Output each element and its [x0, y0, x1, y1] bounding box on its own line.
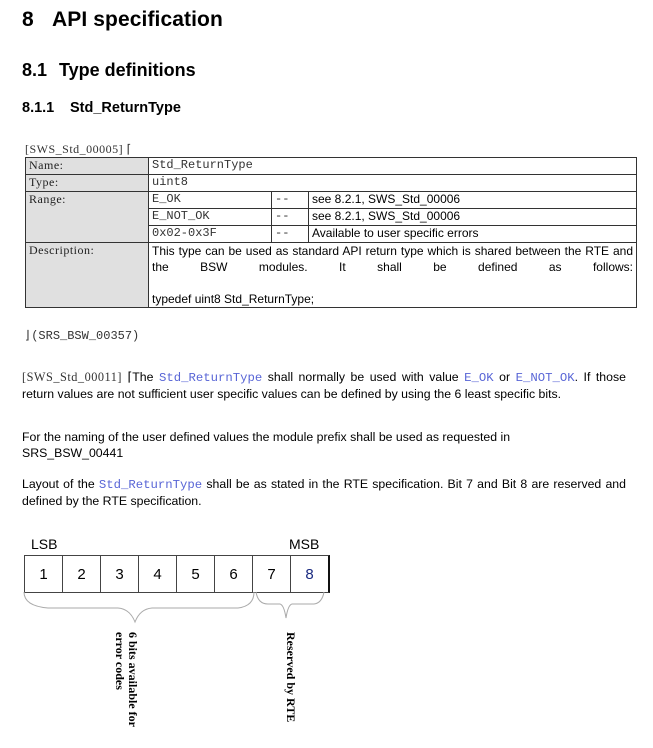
range-desc: see 8.2.1, SWS_Std_00006	[309, 192, 637, 209]
range-value: 0x02-0x3F	[149, 226, 272, 243]
brace-icon	[18, 590, 338, 630]
lsb-label: LSB	[31, 536, 58, 552]
heading-number: 8	[22, 8, 34, 31]
description-label: Description:	[26, 243, 149, 308]
type-label: Type:	[26, 175, 149, 192]
heading-api-specification	[22, 8, 223, 32]
heading-number: 8.1	[22, 60, 48, 80]
table-row	[26, 192, 637, 209]
text: shall normally be used with value	[262, 370, 465, 384]
paragraph-layout	[22, 476, 626, 509]
description-text: This type can be used as standard API return type which is shared between the RTE and the BSW modules. It shall be defined as follows:	[152, 244, 633, 274]
description-code: typedef uint8 Std_ReturnType;	[152, 292, 315, 306]
trace-reference: ⌋(SRS_BSW_00357)	[24, 329, 140, 343]
bit-cell: 8	[305, 565, 314, 583]
code-reference: Std_ReturnType	[98, 478, 203, 492]
heading-title: Type definitions	[59, 60, 196, 80]
bit-cell: 1	[25, 556, 63, 592]
text: shall be as stated in the RTE specification. Bit 7 and Bit 8 are reserved and defined by the RTE specification.	[22, 477, 626, 508]
range-desc: see 8.2.1, SWS_Std_00006	[309, 209, 637, 226]
group-label-reserved: Reserved by RTE	[284, 632, 298, 723]
bit-layout-diagram	[24, 555, 330, 593]
range-value: E_OK	[149, 192, 272, 209]
code-reference: E_OK	[464, 371, 494, 385]
code-reference: Std_ReturnType	[158, 371, 263, 385]
text: . If those return values are not sufficient user specific values can be defined by using the 6 least specific bits.	[22, 370, 626, 401]
range-dash: --	[272, 226, 309, 243]
requirement-id: [SWS_Std_00005] ⌈	[25, 142, 132, 156]
range-desc: Available to user specific errors	[309, 226, 637, 243]
text: ⌈The	[121, 370, 159, 384]
type-value: uint8	[149, 175, 637, 192]
bit-cell: 7	[253, 556, 291, 592]
name-value: Std_ReturnType	[149, 158, 637, 175]
paragraph-naming: For the naming of the user defined values the module prefix shall be used as requested in SRS_BSW_00441	[22, 430, 511, 460]
code-reference: E_NOT_OK	[515, 371, 575, 385]
bit-cell: 5	[177, 556, 215, 592]
table-row	[26, 158, 637, 175]
text: Layout of the	[22, 477, 99, 491]
bit-cell: 6	[215, 556, 253, 592]
description-cell	[149, 243, 637, 308]
table-row	[26, 175, 637, 192]
paragraph-sws-std-00011	[22, 369, 626, 402]
bit-cell: 2	[63, 556, 101, 592]
range-value: E_NOT_OK	[149, 209, 272, 226]
heading-title: Std_ReturnType	[70, 100, 181, 116]
text: or	[493, 370, 516, 384]
text: 6 bits available for	[126, 632, 140, 727]
heading-title: API specification	[52, 8, 223, 31]
range-dash: --	[272, 192, 309, 209]
bit-cell: 3	[101, 556, 139, 592]
bit-cell: 4	[139, 556, 177, 592]
heading-number: 8.1.1	[22, 100, 55, 116]
name-label: Name:	[26, 158, 149, 175]
table-row	[26, 243, 637, 308]
text: error codes	[113, 632, 127, 690]
range-dash: --	[272, 209, 309, 226]
group-label-error-codes	[113, 632, 139, 727]
requirement-id: [SWS_Std_00011]	[22, 370, 122, 384]
type-spec-table	[25, 157, 637, 308]
range-label: Range:	[26, 192, 149, 243]
msb-label: MSB	[289, 536, 320, 552]
heading-type-definitions	[22, 60, 196, 81]
heading-std-returntype	[22, 100, 181, 116]
